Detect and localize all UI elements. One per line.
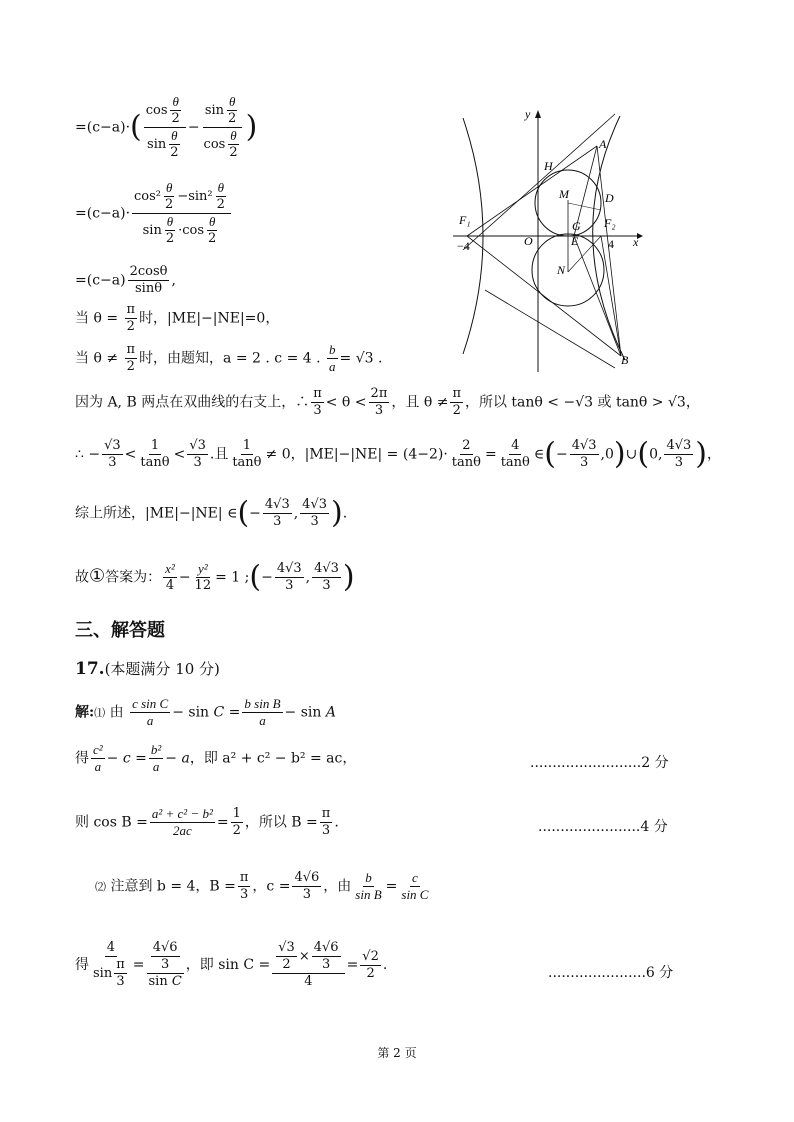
- q17-line-3: 则 cos B = $\frac{\text{a² + c² − b²}}{2ac}$ = $\frac{1}{2}$ ，所以 B = $\frac{\pi}{3}$ .: [75, 806, 339, 838]
- derivation-line-6: 因为 A, B 两点在双曲线的右支上，∴ $\frac{\pi}{3}$ < θ < $\frac{2\pi}{3}$ ，且 θ ≠ $\frac{\pi}{2}$ ，所以 tanθ < −√3 或 tanθ > √3，: [75, 386, 700, 418]
- line-m-d: [568, 203, 601, 210]
- y-axis-arrow: [535, 110, 541, 118]
- q17-line-5: 得 4 sin $\frac{\pi}{3}$ = $\frac{\frac{4√6}{3}}{\text{sin C}}$ ，即 sin C = $\frac{√3}{2}$ × $\frac{4√6}{3}$ 4 = $\frac{√2}{2}$ .: [75, 940, 388, 989]
- label-f2: F₂: [604, 216, 616, 230]
- q17-line-2: 得 $\frac{\text{c²}}{a}$ − c = $\frac{\text{b²}}{a}$ − a，即 a² + c² − b² = ac，: [75, 742, 357, 774]
- score-2: .........................2 分: [530, 755, 669, 771]
- derivation-line-5: 当 θ ≠ $\frac{\pi}{2}$ 时，由题知，a = 2 . c = 4 . $\frac{b}{a}$ = √3 .: [75, 342, 383, 374]
- derivation-line-1: =(c−a)·( cos $\frac{\theta}{2}$ sin $\frac{\theta}{2}$ − sin $\frac{\theta}{2}$ cos $\frac{\theta}{2}$ ): [75, 94, 258, 160]
- label-m: M: [559, 187, 569, 201]
- asymptote-1: [463, 114, 615, 250]
- derivation-line-8: 综上所述，|ME|−|NE| ∈(− $\frac{4√3}{3}$ , $\frac{4√3}{3}$ ).: [75, 495, 348, 531]
- q17-line-1: 解:⑴ 由 $\frac{\text{c sin C}}{a}$ − sin C = $\frac{\text{b sin B}}{a}$ − sin A: [75, 696, 336, 728]
- label-y: y: [525, 107, 531, 121]
- label-o: O: [524, 234, 533, 248]
- label-d: D: [605, 191, 614, 205]
- label-g: G: [572, 219, 581, 233]
- derivation-line-9: 故①答案为： $\frac{\text{x²}}{4}$ − $\frac{\text{y²}}{12}$ = 1 ;(− $\frac{4√3}{3}$ , $\frac{4√3}{3}$ ): [75, 559, 355, 595]
- hyperbola-figure: [445, 100, 655, 380]
- label-x: x: [633, 235, 639, 249]
- label-4: 4: [608, 237, 614, 251]
- label-n: N: [557, 263, 566, 277]
- derivation-line-2: =(c−a)· cos² $\frac{\theta}{2}$ −sin² $\frac{\theta}{2}$ sin $\frac{\theta}{2}$ ·cos $\frac{\theta}{2}$: [75, 180, 233, 247]
- q17-line-4: ⑵ 注意到 b = 4，B = $\frac{\pi}{3}$ ，c = $\frac{4√6}{3}$ ，由 $\frac{b}{\text{sin B}}$ = $\frac{c}{\text{sin C}}$: [95, 870, 429, 902]
- label-h: H: [544, 159, 553, 173]
- score-6: ......................6 分: [548, 965, 674, 981]
- label-b: B: [621, 353, 629, 367]
- section-title: 三、解答题: [75, 620, 165, 641]
- derivation-line-7: ∴ − $\frac{√3}{3}$ < $\frac{1}{\tan\theta}$ < $\frac{√3}{3}$ .且 $\frac{1}{\tan\theta}$ ≠ 0，|ME|−|NE| = (4−2)· $\frac{2}{\tan\theta}$ = $\frac{4}{\tan\theta}$ ∈(− $\frac{4√3}{3}$ ,0)∪(0, $\frac{4√3}{3}$ )，: [75, 436, 722, 472]
- q17-header: 17.(本题满分 10 分): [75, 659, 220, 679]
- line-f2-b: [601, 236, 621, 356]
- label-neg4: −4: [457, 239, 470, 253]
- score-4: .......................4 分: [538, 819, 668, 835]
- derivation-line-3: =(c−a) $\frac{2\cos\theta}{\sin\theta}$ ,: [75, 264, 176, 296]
- derivation-line-4: 当 θ = $\frac{\pi}{2}$ 时，|ME|−|NE|=0，: [75, 302, 280, 334]
- label-a: A: [599, 137, 607, 151]
- label-e: E: [571, 234, 579, 248]
- label-f1: F₁: [459, 213, 471, 227]
- page-number: 第 2 页: [377, 1046, 417, 1060]
